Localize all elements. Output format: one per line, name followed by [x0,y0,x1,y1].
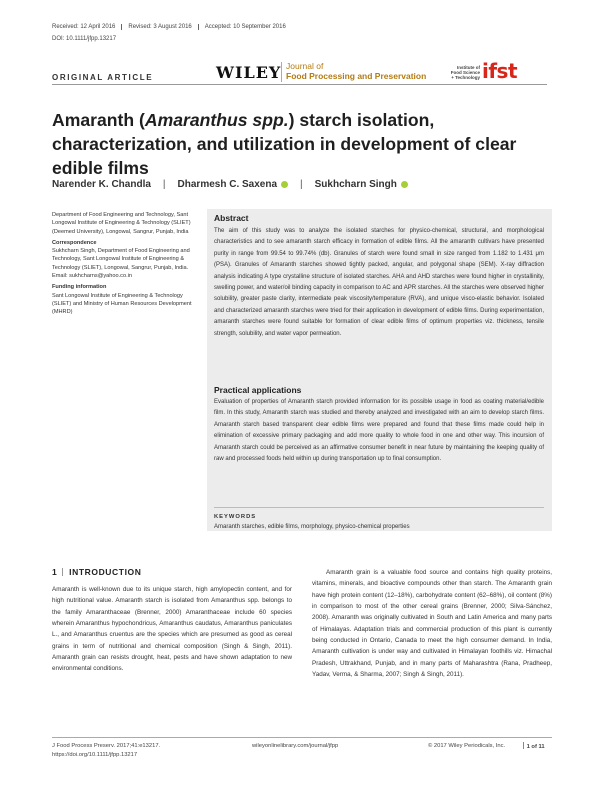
keywords-text: Amaranth starches, edible films, morphology, physico-chemical properties [214,524,410,530]
correspondence-text: Sukhcharn Singh, Department of Food Engineering and Technology, Sant Longowal Institute of Engineering & Technology (SLIET), Longowal, Sangrur, Punjab, India. [52,248,190,271]
logo-separator [281,62,282,82]
author-separator: | [300,179,303,190]
copyright: © 2017 Wiley Periodicals, Inc. [428,743,506,749]
accepted-date: Accepted: 10 September 2016 [204,24,286,30]
footer-citation [52,742,160,760]
section-number: 1 [52,567,58,577]
journal-name [286,61,426,81]
practical-heading: Practical applications [214,385,302,395]
section-heading [52,567,142,577]
practical-text: Evaluation of properties of Amaranth starch provided information for its possible usage in food as coating material/edible film. In this study, Amaranth starch was studied and thereby analyzed and investigated with an aim to develop starch films. Amaranth starch based transparent clear edible films were prepared and found that these films made could help in elimination of excessive primary packaging and add more quality to whole food in one and other way. This incursion of Amaranth starch could be perceived as an affirmative consumer benefit in near future by maintaining the keeping quality of raw and processed foods held within up during transportation up to final consumption. [214,399,544,463]
article-dates [52,24,298,30]
correspondence-heading: Correspondence [52,239,97,246]
wiley-logo: WILEY [216,63,282,82]
doi[interactable]: DOI: 10.1111/jfpp.13217 [52,36,117,42]
revised-date: Revised: 3 August 2016 [128,24,198,30]
doi-link[interactable]: https://doi.org/10.1111/jfpp.13217 [52,752,138,758]
abstract-heading: Abstract [214,213,249,223]
keywords-divider [214,507,544,508]
author-separator: | [162,179,166,190]
page-indicator [523,742,545,752]
ifst-tagline: Institute of Food Science + Technology [450,65,480,80]
intro-paragraph-2: Amaranth grain is a valuable food source and contains high quality proteins, vitamins, minerals, and bioactive compounds other than starch. The Amaranth grain have high protein content (12–18%), carbohydrate content (62–68%), oil content (8%) in comparison to most of the other cereal grains (Brenner, 2000; Silva-Sánchez, 2008). Amaranth was originally cultivated in South and Latin America and many parts of Himalayas. Adaptation trials and commercial production of this plant is currently being conducted in Ontario, Canada to meet the high consumer demand. In India, Amaranth cultivation is under way and cultivated in Himalayan foothills viz. Himachal Pradesh, Uttrakhand, Punjab, and in many parts of Maharashtra (Rana, Pradheep, Yadav, Verma, & Sharma, 2007; Singh & Singh, 2011). [312,569,552,679]
citation: J Food Process Preserv. 2017;41:e13217. [52,743,161,749]
section-title: INTRODUCTION [69,567,142,577]
keywords-heading: KEYWORDS [214,514,257,520]
author-2[interactable]: Dharmesh C. Saxena [177,179,278,190]
orcid-icon[interactable] [401,181,408,188]
page-bar [523,742,524,749]
funding-heading: Funding information [52,284,107,291]
author-3[interactable]: Sukhcharn Singh [314,179,397,190]
title-part-1: Amaranth ( [52,110,145,130]
email[interactable]: Email: sukhcharns@yahoo.co.in [52,273,132,280]
journal-line-2: Food Processing and Preservation [286,71,427,81]
article-title [52,108,552,180]
abstract-text: The aim of this study was to analyze the isolated starches for physico-chemical, structural, and morphological characteristics and to see amaranth starch efficacy in formation of edible films. All the amaranth cultivars have presented purity in range from 99.54 to 99.74% (db). Granules of starch were found small in size ranged from 1.182 to 1.431 μm (PSA). Granules of Amaranth starches showed tightly packed, angular, and polygonal shape (SEM). X-ray diffraction analysis indicating A type crystalline structure of isolated starches. AHA and AHD starches were found higher in crystallinity, swelling power, and water/oil binding capacity in comparison to AC and APR starches. All the starches were observed higher solubility, greater paste clarity, intermediate peak viscosity/temperature (RVA), and unique visco-elastic behavior. Isolated and characterized amaranth starches were tried for their application in development of edible films. During experimentation, amaranth starches were found suitable for formation of clear edible films of optimum properties viz. thickness, tensile strength, solubility, and water vapor permeation. [214,228,544,337]
title-part-2: ) starch isolation, characterization, and utilization in development of clear edible films [52,110,517,178]
heading-bar [62,568,63,576]
orcid-icon[interactable] [281,181,288,188]
affiliation-sidebar [52,211,202,317]
journal-line-1: Journal of [286,61,324,71]
department: Department of Food Engineering and Technology, Sant Longowal Institute of Engineering & Technology (SLIET) (Deemed University), Longowal, Sangrur, Punjab, India [52,212,191,235]
author-1[interactable]: Narender K. Chandla [52,179,151,190]
received-date: Received: 12 April 2016 [52,24,122,30]
journal-site-link[interactable]: wileyonlinelibrary.com/journal/jfpp [252,743,339,749]
intro-paragraph-1: Amaranth is well-known due to its unique starch, high amylopectin content, and for high nutritional value. Amaranth starch is isolated from Amaranthus spp. belongs to the family Amaranthaceae (Brenner, 2000) Amaranthaceae include 60 species wherein Amaranthus hypochondricus, Amaranthus caudatus, Amaranthus paniculates L., and Amaranthus cruentus are the species which are presumed as good as cereal grains in term of nutritional and chemical composition (Singh & Singh, 2011). Amaranth grain can resists drought, heat, pests and have shown adaptation to new environmental conditions. [52,586,292,673]
ifst-logo: ifst [482,59,518,83]
title-italic: Amaranthus spp. [144,110,289,130]
page-number: 1 of 11 [526,744,545,750]
funding-text: Sant Longowal Institute of Engineering & Technology (SLIET) and Ministry of Human Resources Development (MHRD) [52,292,192,316]
footer-divider [52,737,552,738]
header-divider [52,84,547,85]
author-list [52,179,408,190]
article-type: ORIGINAL ARTICLE [52,73,154,82]
